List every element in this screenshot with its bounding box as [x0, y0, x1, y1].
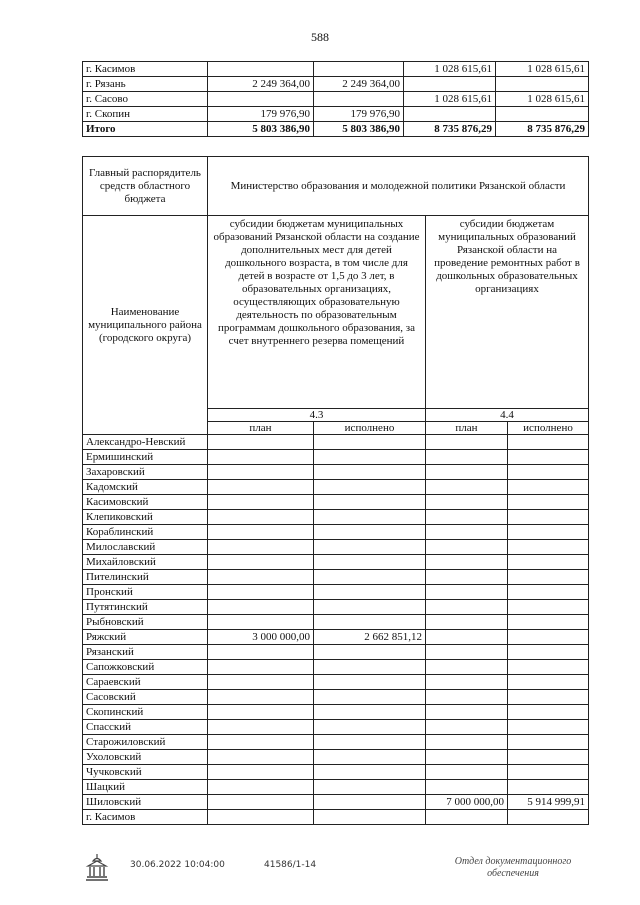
district-name-cell: г. Касимов [83, 810, 208, 825]
amount-cell [508, 600, 589, 615]
amount-cell [508, 510, 589, 525]
table-row [83, 780, 589, 795]
district-name-cell: Захаровский [83, 465, 208, 480]
amount-cell [208, 540, 314, 555]
amount-cell [208, 570, 314, 585]
table-row [83, 92, 589, 107]
amount-cell [426, 435, 508, 450]
district-name-cell: г. Касимов [83, 62, 208, 77]
district-name-cell: Михайловский [83, 555, 208, 570]
amount-cell [314, 92, 404, 107]
amount-cell [208, 720, 314, 735]
subsidy-table [82, 156, 589, 825]
district-name-cell: Чучковский [83, 765, 208, 780]
district-name-cell: Касимовский [83, 495, 208, 510]
amount-cell [426, 525, 508, 540]
table-row [83, 765, 589, 780]
summary-table-body [83, 62, 589, 137]
amount-cell [208, 600, 314, 615]
header-code-4-3: 4.3 [208, 409, 426, 422]
amount-cell [426, 675, 508, 690]
total-row [83, 122, 589, 137]
amount-cell [426, 585, 508, 600]
amount-cell [426, 510, 508, 525]
amount-cell [508, 540, 589, 555]
amount-cell [426, 615, 508, 630]
table-row [83, 525, 589, 540]
amount-cell [426, 540, 508, 555]
table-row [83, 77, 589, 92]
district-name-cell: Спасский [83, 720, 208, 735]
district-name-cell: Клепиковский [83, 510, 208, 525]
amount-cell [508, 480, 589, 495]
district-name-cell: Шиловский [83, 795, 208, 810]
table-row [83, 675, 589, 690]
district-name-cell: Пителинский [83, 570, 208, 585]
amount-cell [314, 525, 426, 540]
amount-cell [314, 62, 404, 77]
district-name-cell: Скопинский [83, 705, 208, 720]
amount-cell [314, 570, 426, 585]
amount-cell [314, 690, 426, 705]
footer-datetime: 30.06.2022 10:04:00 [130, 860, 225, 870]
header-purpose-4-4: субсидии бюджетам муниципальных образований Рязанской области на проведение ремонтных работ в дошкольных образовательных организациях [426, 216, 589, 409]
district-name-cell: г. Рязань [83, 77, 208, 92]
table-row [83, 555, 589, 570]
district-name-cell: г. Сасово [83, 92, 208, 107]
amount-cell [208, 810, 314, 825]
amount-cell [426, 600, 508, 615]
header-plan-4-4: план [426, 422, 508, 435]
amount-cell [508, 780, 589, 795]
amount-cell [314, 585, 426, 600]
amount-cell [208, 765, 314, 780]
amount-cell [426, 570, 508, 585]
amount-cell [426, 705, 508, 720]
amount-cell [314, 735, 426, 750]
amount-cell [314, 645, 426, 660]
amount-cell: 2 662 851,12 [314, 630, 426, 645]
footer-doc-number: 41586/1-14 [264, 860, 317, 870]
amount-cell [508, 720, 589, 735]
amount-cell [314, 780, 426, 795]
amount-cell [426, 495, 508, 510]
district-name-cell: Ухоловский [83, 750, 208, 765]
district-name-cell: Пронский [83, 585, 208, 600]
amount-cell [314, 480, 426, 495]
amount-cell [314, 465, 426, 480]
table-row [83, 570, 589, 585]
amount-cell: 1 028 615,61 [404, 62, 496, 77]
amount-cell [314, 750, 426, 765]
amount-cell [314, 675, 426, 690]
amount-cell [426, 765, 508, 780]
amount-cell [314, 720, 426, 735]
amount-cell [208, 660, 314, 675]
district-name-cell: Сараевский [83, 675, 208, 690]
amount-cell [314, 495, 426, 510]
amount-cell [208, 705, 314, 720]
amount-cell [508, 675, 589, 690]
amount-cell [314, 450, 426, 465]
amount-cell: 8 735 876,29 [496, 122, 589, 137]
amount-cell [508, 630, 589, 645]
table-row [83, 600, 589, 615]
header-district-name: Наименование муниципального района (городского округа) [83, 216, 208, 435]
table-row [83, 630, 589, 645]
district-name-cell: Итого [83, 122, 208, 137]
table-row [83, 645, 589, 660]
amount-cell [508, 585, 589, 600]
table-row [83, 450, 589, 465]
header-code-4-4: 4.4 [426, 409, 589, 422]
amount-cell [208, 585, 314, 600]
table-row [83, 495, 589, 510]
amount-cell: 2 249 364,00 [208, 77, 314, 92]
amount-cell [208, 645, 314, 660]
amount-cell [208, 735, 314, 750]
amount-cell [508, 465, 589, 480]
table-row [83, 720, 589, 735]
amount-cell [208, 450, 314, 465]
amount-cell [208, 480, 314, 495]
office-stamp [438, 856, 588, 880]
amount-cell [314, 660, 426, 675]
table-row [83, 540, 589, 555]
district-name-cell: Ермишинский [83, 450, 208, 465]
page-number: 588 [311, 30, 329, 44]
amount-cell [508, 705, 589, 720]
amount-cell: 5 914 999,91 [508, 795, 589, 810]
amount-cell [426, 630, 508, 645]
table-row [83, 62, 589, 77]
amount-cell [508, 660, 589, 675]
amount-cell [508, 765, 589, 780]
amount-cell: 179 976,90 [314, 107, 404, 122]
amount-cell [496, 77, 589, 92]
table-row [83, 510, 589, 525]
amount-cell [404, 77, 496, 92]
amount-cell [314, 765, 426, 780]
amount-cell [208, 750, 314, 765]
table-row [83, 480, 589, 495]
district-name-cell: Милославский [83, 540, 208, 555]
amount-cell [426, 480, 508, 495]
amount-cell [426, 735, 508, 750]
amount-cell [508, 525, 589, 540]
district-name-cell: Александро-Невский [83, 435, 208, 450]
subsidy-table-body [83, 435, 589, 825]
amount-cell [426, 555, 508, 570]
amount-cell [426, 750, 508, 765]
duma-building-icon [84, 852, 110, 882]
amount-cell [426, 810, 508, 825]
header-plan-4-3: план [208, 422, 314, 435]
amount-cell [208, 780, 314, 795]
amount-cell [508, 645, 589, 660]
amount-cell [208, 690, 314, 705]
amount-cell [314, 705, 426, 720]
summary-table [82, 61, 589, 137]
district-name-cell: Шацкий [83, 780, 208, 795]
table-row [83, 585, 589, 600]
amount-cell: 5 803 386,90 [208, 122, 314, 137]
header-done-4-3: исполнено [314, 422, 426, 435]
amount-cell: 1 028 615,61 [496, 92, 589, 107]
header-purpose-4-3: субсидии бюджетам муниципальных образований Рязанской области на создание дополнительных мест для детей дошкольного возраста, в том числе для детей в возрасте от 1,5 до 3 лет, в образовательных организациях, осуществляющих образовательную деятельность по образовательным программам дошкольного образования, за счет внутреннего резерва помещений [208, 216, 426, 409]
amount-cell [508, 555, 589, 570]
amount-cell [208, 62, 314, 77]
amount-cell: 1 028 615,61 [496, 62, 589, 77]
district-name-cell: Путятинский [83, 600, 208, 615]
table-row [83, 705, 589, 720]
amount-cell [314, 615, 426, 630]
header-ministry: Министерство образования и молодежной политики Рязанской области [208, 157, 589, 216]
amount-cell: 8 735 876,29 [404, 122, 496, 137]
table-row [83, 107, 589, 122]
amount-cell [208, 92, 314, 107]
table-row [83, 465, 589, 480]
amount-cell: 3 000 000,00 [208, 630, 314, 645]
table-row [83, 750, 589, 765]
table-row [83, 615, 589, 630]
amount-cell [208, 435, 314, 450]
amount-cell: 5 803 386,90 [314, 122, 404, 137]
district-name-cell: Кораблинский [83, 525, 208, 540]
amount-cell [508, 690, 589, 705]
amount-cell [426, 720, 508, 735]
district-name-cell: Старожиловский [83, 735, 208, 750]
table-row [83, 435, 589, 450]
amount-cell [426, 660, 508, 675]
amount-cell [426, 645, 508, 660]
amount-cell [508, 735, 589, 750]
amount-cell [426, 465, 508, 480]
header-done-4-4: исполнено [508, 422, 589, 435]
amount-cell [208, 615, 314, 630]
amount-cell [208, 495, 314, 510]
district-name-cell: г. Скопин [83, 107, 208, 122]
header-distributor: Главный распорядитель средств областного бюджета [83, 157, 208, 216]
amount-cell [508, 495, 589, 510]
table-row [83, 810, 589, 825]
amount-cell [508, 810, 589, 825]
amount-cell [508, 435, 589, 450]
amount-cell [314, 555, 426, 570]
amount-cell [208, 675, 314, 690]
amount-cell [404, 107, 496, 122]
amount-cell [508, 450, 589, 465]
amount-cell [208, 525, 314, 540]
amount-cell [208, 555, 314, 570]
amount-cell [314, 510, 426, 525]
district-name-cell: Рыбновский [83, 615, 208, 630]
table-row [83, 660, 589, 675]
office-line-2: обеспечения [487, 868, 539, 879]
amount-cell [426, 780, 508, 795]
amount-cell [426, 450, 508, 465]
amount-cell: 2 249 364,00 [314, 77, 404, 92]
amount-cell [314, 810, 426, 825]
amount-cell [314, 600, 426, 615]
table-row [83, 735, 589, 750]
district-name-cell: Сасовский [83, 690, 208, 705]
district-name-cell: Рязанский [83, 645, 208, 660]
amount-cell [208, 795, 314, 810]
amount-cell [208, 510, 314, 525]
amount-cell [314, 795, 426, 810]
amount-cell [426, 690, 508, 705]
amount-cell: 1 028 615,61 [404, 92, 496, 107]
amount-cell [508, 750, 589, 765]
table-row [83, 795, 589, 810]
amount-cell: 179 976,90 [208, 107, 314, 122]
amount-cell [508, 615, 589, 630]
table-row [83, 690, 589, 705]
district-name-cell: Ряжский [83, 630, 208, 645]
amount-cell [208, 465, 314, 480]
district-name-cell: Сапожковский [83, 660, 208, 675]
amount-cell [496, 107, 589, 122]
office-line-1: Отдел документационного [454, 856, 572, 867]
district-name-cell: Кадомский [83, 480, 208, 495]
amount-cell [314, 540, 426, 555]
amount-cell [314, 435, 426, 450]
amount-cell [508, 570, 589, 585]
amount-cell: 7 000 000,00 [426, 795, 508, 810]
